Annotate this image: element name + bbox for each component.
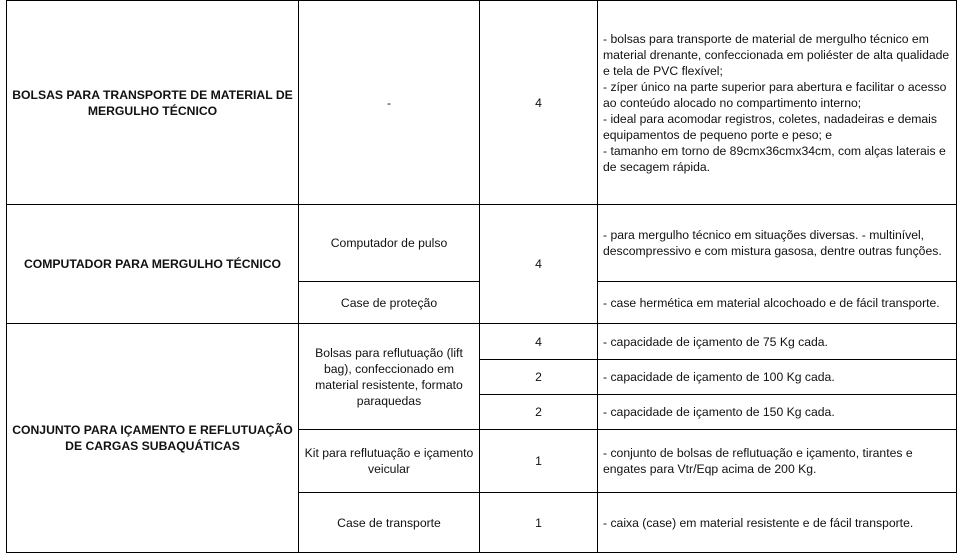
subitem-cell: Case de transporte xyxy=(299,493,480,553)
subitem-cell: Kit para reflutuação e içamento veicular xyxy=(299,430,480,493)
description-cell: - capacidade de içamento de 75 Kg cada. xyxy=(598,324,957,360)
quantity-cell: 2 xyxy=(480,360,598,395)
description-line: - bolsas para transporte de material de mergulho técnico em material drenante, confeccionada em poliéster de alta qualidade e tela de PVC flexível; xyxy=(603,31,950,78)
quantity-cell: 4 xyxy=(480,205,598,324)
description-cell: - caixa (case) em material resistente e de fácil transporte. xyxy=(598,493,957,553)
quantity-cell: 4 xyxy=(480,324,598,360)
table-row xyxy=(7,1,957,205)
quantity-cell: 4 xyxy=(480,1,598,205)
item-name-cell: BOLSAS PARA TRANSPORTE DE MATERIAL DE MERGULHO TÉCNICO xyxy=(7,1,299,205)
description-cell xyxy=(598,1,957,205)
description-line: - ideal para acomodar registros, coletes, nadadeiras e demais equipamentos de pequeno porte e peso; e xyxy=(603,111,937,142)
description-cell: - capacidade de içamento de 100 Kg cada. xyxy=(598,360,957,395)
subitem-cell: - xyxy=(299,1,480,205)
description-cell: - capacidade de içamento de 150 Kg cada. xyxy=(598,395,957,430)
description-line: - tamanho em torno de 89cmx36cmx34cm, com alças laterais e de secagem rápida. xyxy=(603,143,946,174)
equipment-spec-table xyxy=(6,0,957,553)
table-row xyxy=(7,324,957,360)
quantity-cell: 1 xyxy=(480,430,598,493)
subitem-cell: Computador de pulso xyxy=(299,205,480,282)
subitem-cell: Bolsas para reflutuação (lift bag), confeccionado em material resistente, formato paraquedas xyxy=(299,324,480,430)
table-row xyxy=(7,205,957,282)
description-line: - zíper único na parte superior para abertura e facilitar o acesso ao conteúdo alocado no compartimento interno; xyxy=(603,79,947,110)
description-cell: - case hermética em material alcochoado e de fácil transporte. xyxy=(598,282,957,324)
quantity-cell: 1 xyxy=(480,493,598,553)
description-cell: - conjunto de bolsas de reflutuação e içamento, tirantes e engates para Vtr/Eqp acima de 200 Kg. xyxy=(598,430,957,493)
description-cell: - para mergulho técnico em situações diversas. - multinível, descompressivo e com mistura gasosa, dentre outras funções. xyxy=(598,205,957,282)
item-name-cell: CONJUNTO PARA IÇAMENTO E REFLUTUAÇÃO DE CARGAS SUBAQUÁTICAS xyxy=(7,324,299,553)
subitem-cell: Case de proteção xyxy=(299,282,480,324)
item-name-cell: COMPUTADOR PARA MERGULHO TÉCNICO xyxy=(7,205,299,324)
quantity-cell: 2 xyxy=(480,395,598,430)
